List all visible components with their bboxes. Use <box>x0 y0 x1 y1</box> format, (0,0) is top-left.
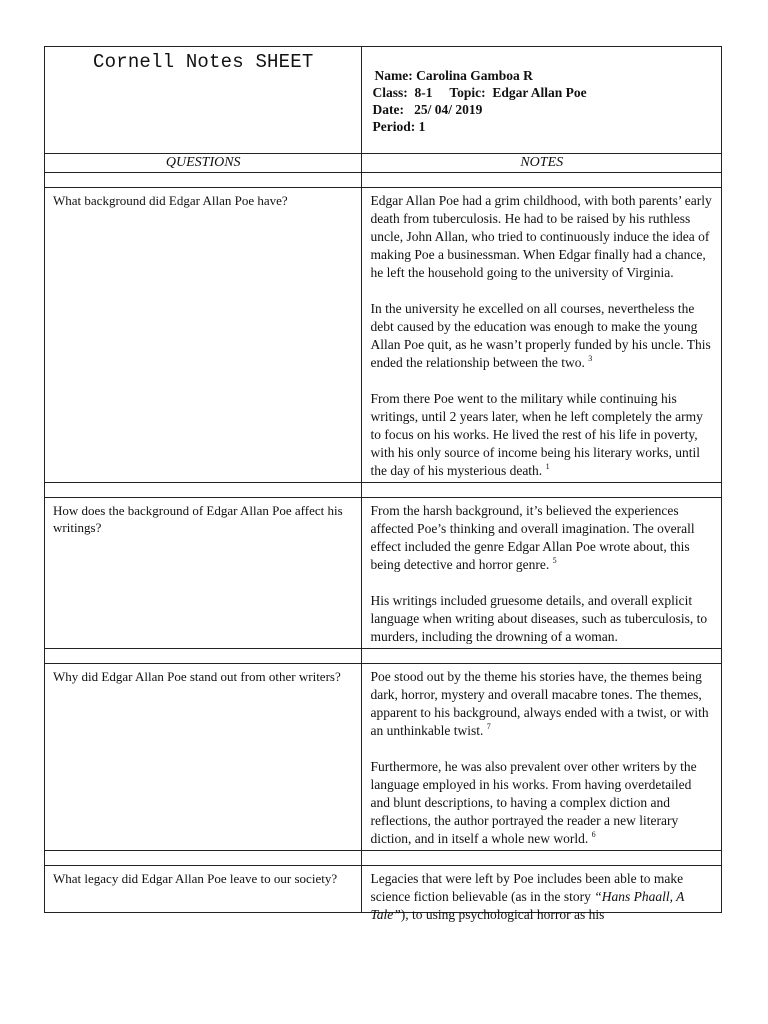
spacer-row <box>45 851 722 866</box>
class-label: Class: <box>372 85 408 100</box>
notes-cell <box>362 188 722 483</box>
date-value: 25/ 04/ 2019 <box>414 102 483 117</box>
story-title: “Hans Phaall, A Tale” <box>370 889 685 922</box>
period-label: Period: <box>372 119 416 134</box>
note-paragraph <box>370 192 713 282</box>
footnote-ref: 5 <box>552 556 557 565</box>
note-paragraph <box>370 592 713 646</box>
spacer-row <box>45 173 722 188</box>
questions-header: QUESTIONS <box>45 154 362 173</box>
section-row <box>45 664 722 851</box>
class-topic-row <box>372 84 721 101</box>
note-text: Edgar Allan Poe had a grim childhood, with both parents’ early death from tuberculosis. He had to be raised by his ruthless uncle, John Allan, who tried to continuously induce the idea of making Poe a businessman. When Edgar finally had a chance, he left the household going to the university of Virginia. <box>370 193 712 280</box>
class-value: 8-1 <box>414 85 433 100</box>
note-text: ), to using psychological horror as his <box>400 907 605 922</box>
date-row <box>372 101 721 118</box>
topic-value: Edgar Allan Poe <box>492 85 587 100</box>
spacer-row <box>45 483 722 498</box>
section-row <box>45 866 722 913</box>
student-info-cell <box>362 47 722 154</box>
name-value: Carolina Gamboa R <box>416 68 533 83</box>
name-label: Name: <box>374 68 413 83</box>
notes-table <box>44 46 722 922</box>
footnote-ref: 3 <box>588 354 593 363</box>
student-info <box>362 47 721 135</box>
question-cell: What background did Edgar Allan Poe have? <box>45 188 362 483</box>
note-text: His writings included gruesome details, and overall explicit language when writing about diseases, such as tuberculosis, to murders, including the drowning of a woman. <box>370 593 708 644</box>
sheet-header-row <box>45 47 722 154</box>
title-cell <box>45 47 362 154</box>
notes-cell <box>362 498 722 649</box>
note-paragraph <box>370 390 713 480</box>
footnote-ref: 7 <box>486 722 491 731</box>
topic-label: Topic: <box>449 85 486 100</box>
column-header-row <box>45 154 722 173</box>
cornell-notes-sheet <box>44 46 722 964</box>
period-value: 1 <box>418 119 426 134</box>
note-paragraph <box>370 758 713 848</box>
note-paragraph-partial <box>370 870 713 922</box>
notes-header: NOTES <box>362 154 722 173</box>
footnote-ref: 1 <box>545 462 550 471</box>
note-text: From there Poe went to the military while continuing his writings, until 2 years later, when he left completely the army to focus on his works. He lived the rest of his life in poverty, with his only source of income being his literary works, until the day of his mysterious death. <box>370 391 703 478</box>
notes-cell <box>362 664 722 851</box>
note-text: Legacies that were left by Poe includes been able to make science fiction believable (as in the story <box>370 871 684 904</box>
note-paragraph <box>370 668 713 740</box>
note-paragraph <box>370 300 713 372</box>
note-text: In the university he excelled on all courses, nevertheless the debt caused by the education was enough to make the young Allan Poe quit, as he wasn’t properly funded by his uncle. This ended the relationship between the two. <box>370 301 711 370</box>
question-cell: Why did Edgar Allan Poe stand out from other writers? <box>45 664 362 851</box>
note-text: Furthermore, he was also prevalent over other writers by the language employed in his works. From having overdetailed and blunt descriptions, to having a complex diction and reflections, the author portrayed the reader a new literary diction, and in itself a whole new world. <box>370 759 697 846</box>
period-row <box>372 118 721 135</box>
footnote-ref: 6 <box>591 830 596 839</box>
note-text: Poe stood out by the theme his stories have, the themes being dark, horror, mystery and overall macabre tones. The themes, apparent to his background, always ended with a twist, or with an unthinkable twist. <box>370 669 709 738</box>
question-cell: How does the background of Edgar Allan Poe affect his writings? <box>45 498 362 649</box>
name-row <box>374 67 721 84</box>
date-label: Date: <box>372 102 404 117</box>
section-row <box>45 498 722 649</box>
note-text: From the harsh background, it’s believed the experiences affected Poe’s thinking and overall imagination. The overall effect included the genre Edgar Allan Poe wrote about, this being detective and horror genre. <box>370 503 695 572</box>
question-cell: What legacy did Edgar Allan Poe leave to our society? <box>45 866 362 913</box>
notes-cell <box>362 866 722 922</box>
note-paragraph <box>370 502 713 574</box>
sheet-title: Cornell Notes SHEET <box>93 51 314 73</box>
spacer-row <box>45 649 722 664</box>
section-row <box>45 188 722 483</box>
